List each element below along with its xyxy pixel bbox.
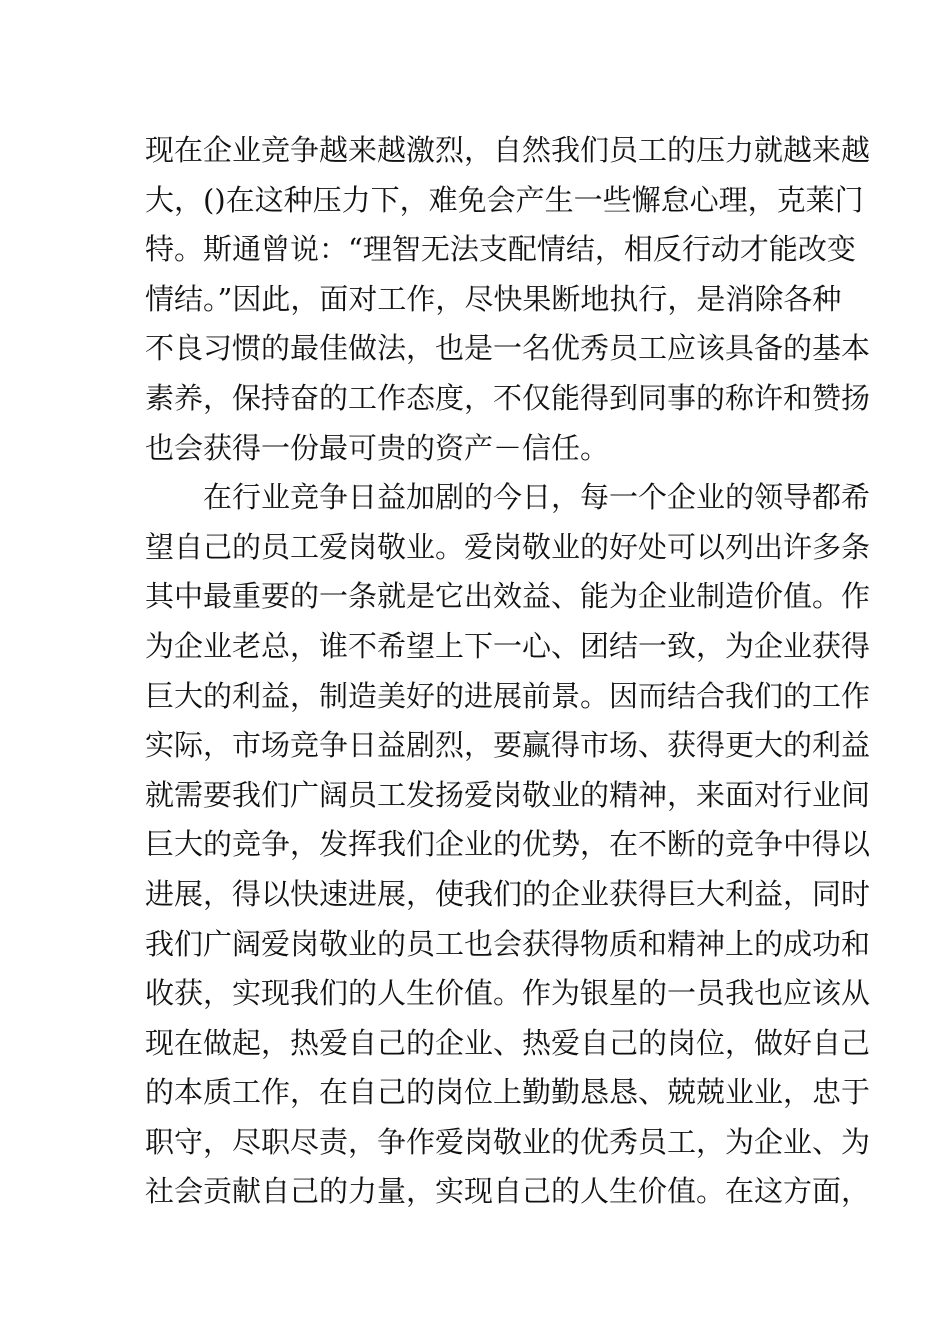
- text-line: 就需要我们广阔员工发扬爱岗敬业的精神，来面对行业间: [145, 777, 871, 812]
- text-line: 现在企业竞争越来越激烈，自然我们员工的压力就越来越: [145, 133, 871, 167]
- paragraph-1: [145, 126, 871, 473]
- text-line: 素养，保持奋的工作态度，不仅能得到同事的称许和赞扬: [145, 380, 871, 415]
- text-line: 我们广阔爱岗敬业的员工也会获得物质和精神上的成功和: [145, 926, 871, 961]
- text-line: 进展，得以快速进展，使我们的企业获得巨大利益，同时: [145, 876, 871, 911]
- document-body: [145, 126, 871, 1217]
- text-line: 特。斯通曾说：“理智无法支配情结，相反行动才能改变: [145, 232, 856, 267]
- text-line: 职守，尽职尽责，争作爱岗敬业的优秀员工，为企业、为: [145, 1124, 871, 1159]
- text-line: 在行业竞争日益加剧的今日，每一个企业的领导都希: [203, 480, 871, 515]
- text-line: 为企业老总，谁不希望上下一心、团结一致，为企业获得: [145, 628, 871, 663]
- text-line: 社会贡献自己的力量，实现自己的人生价值。在这方面，: [145, 1174, 871, 1209]
- text-line: 巨大的竞争，发挥我们企业的优势，在不断的竞争中得以: [145, 827, 871, 862]
- text-line: 收获，实现我们的人生价值。作为银星的一员我也应该从: [145, 976, 871, 1011]
- text-line: 的本质工作，在自己的岗位上勤勤恳恳、兢兢业业，忠于: [145, 1075, 871, 1110]
- text-line: 现在做起，热爱自己的企业、热爱自己的岗位，做好自己: [145, 1025, 871, 1060]
- text-line: 也会获得一份最可贵的资产－信任。: [145, 430, 610, 465]
- text-line: 不良习惯的最佳做法，也是一名优秀员工应该具备的基本: [145, 331, 871, 366]
- text-line: 望自己的员工爱岗敬业。爱岗敬业的好处可以列出许多条: [145, 529, 871, 564]
- text-line: 巨大的利益，制造美好的进展前景。因而结合我们的工作: [145, 678, 871, 713]
- text-line: 大，()在这种压力下，难免会产生一些懈怠心理，克莱门: [145, 182, 864, 217]
- text-line: 实际，市场竞争日益剧烈，要赢得市场、获得更大的利益: [145, 728, 871, 763]
- text-line: 其中最重要的一条就是它出效益、能为企业制造价值。作: [145, 579, 871, 614]
- text-line: 情结。”因此，面对工作，尽快果断地执行，是消除各种: [145, 281, 842, 316]
- paragraph-2: [145, 473, 871, 1217]
